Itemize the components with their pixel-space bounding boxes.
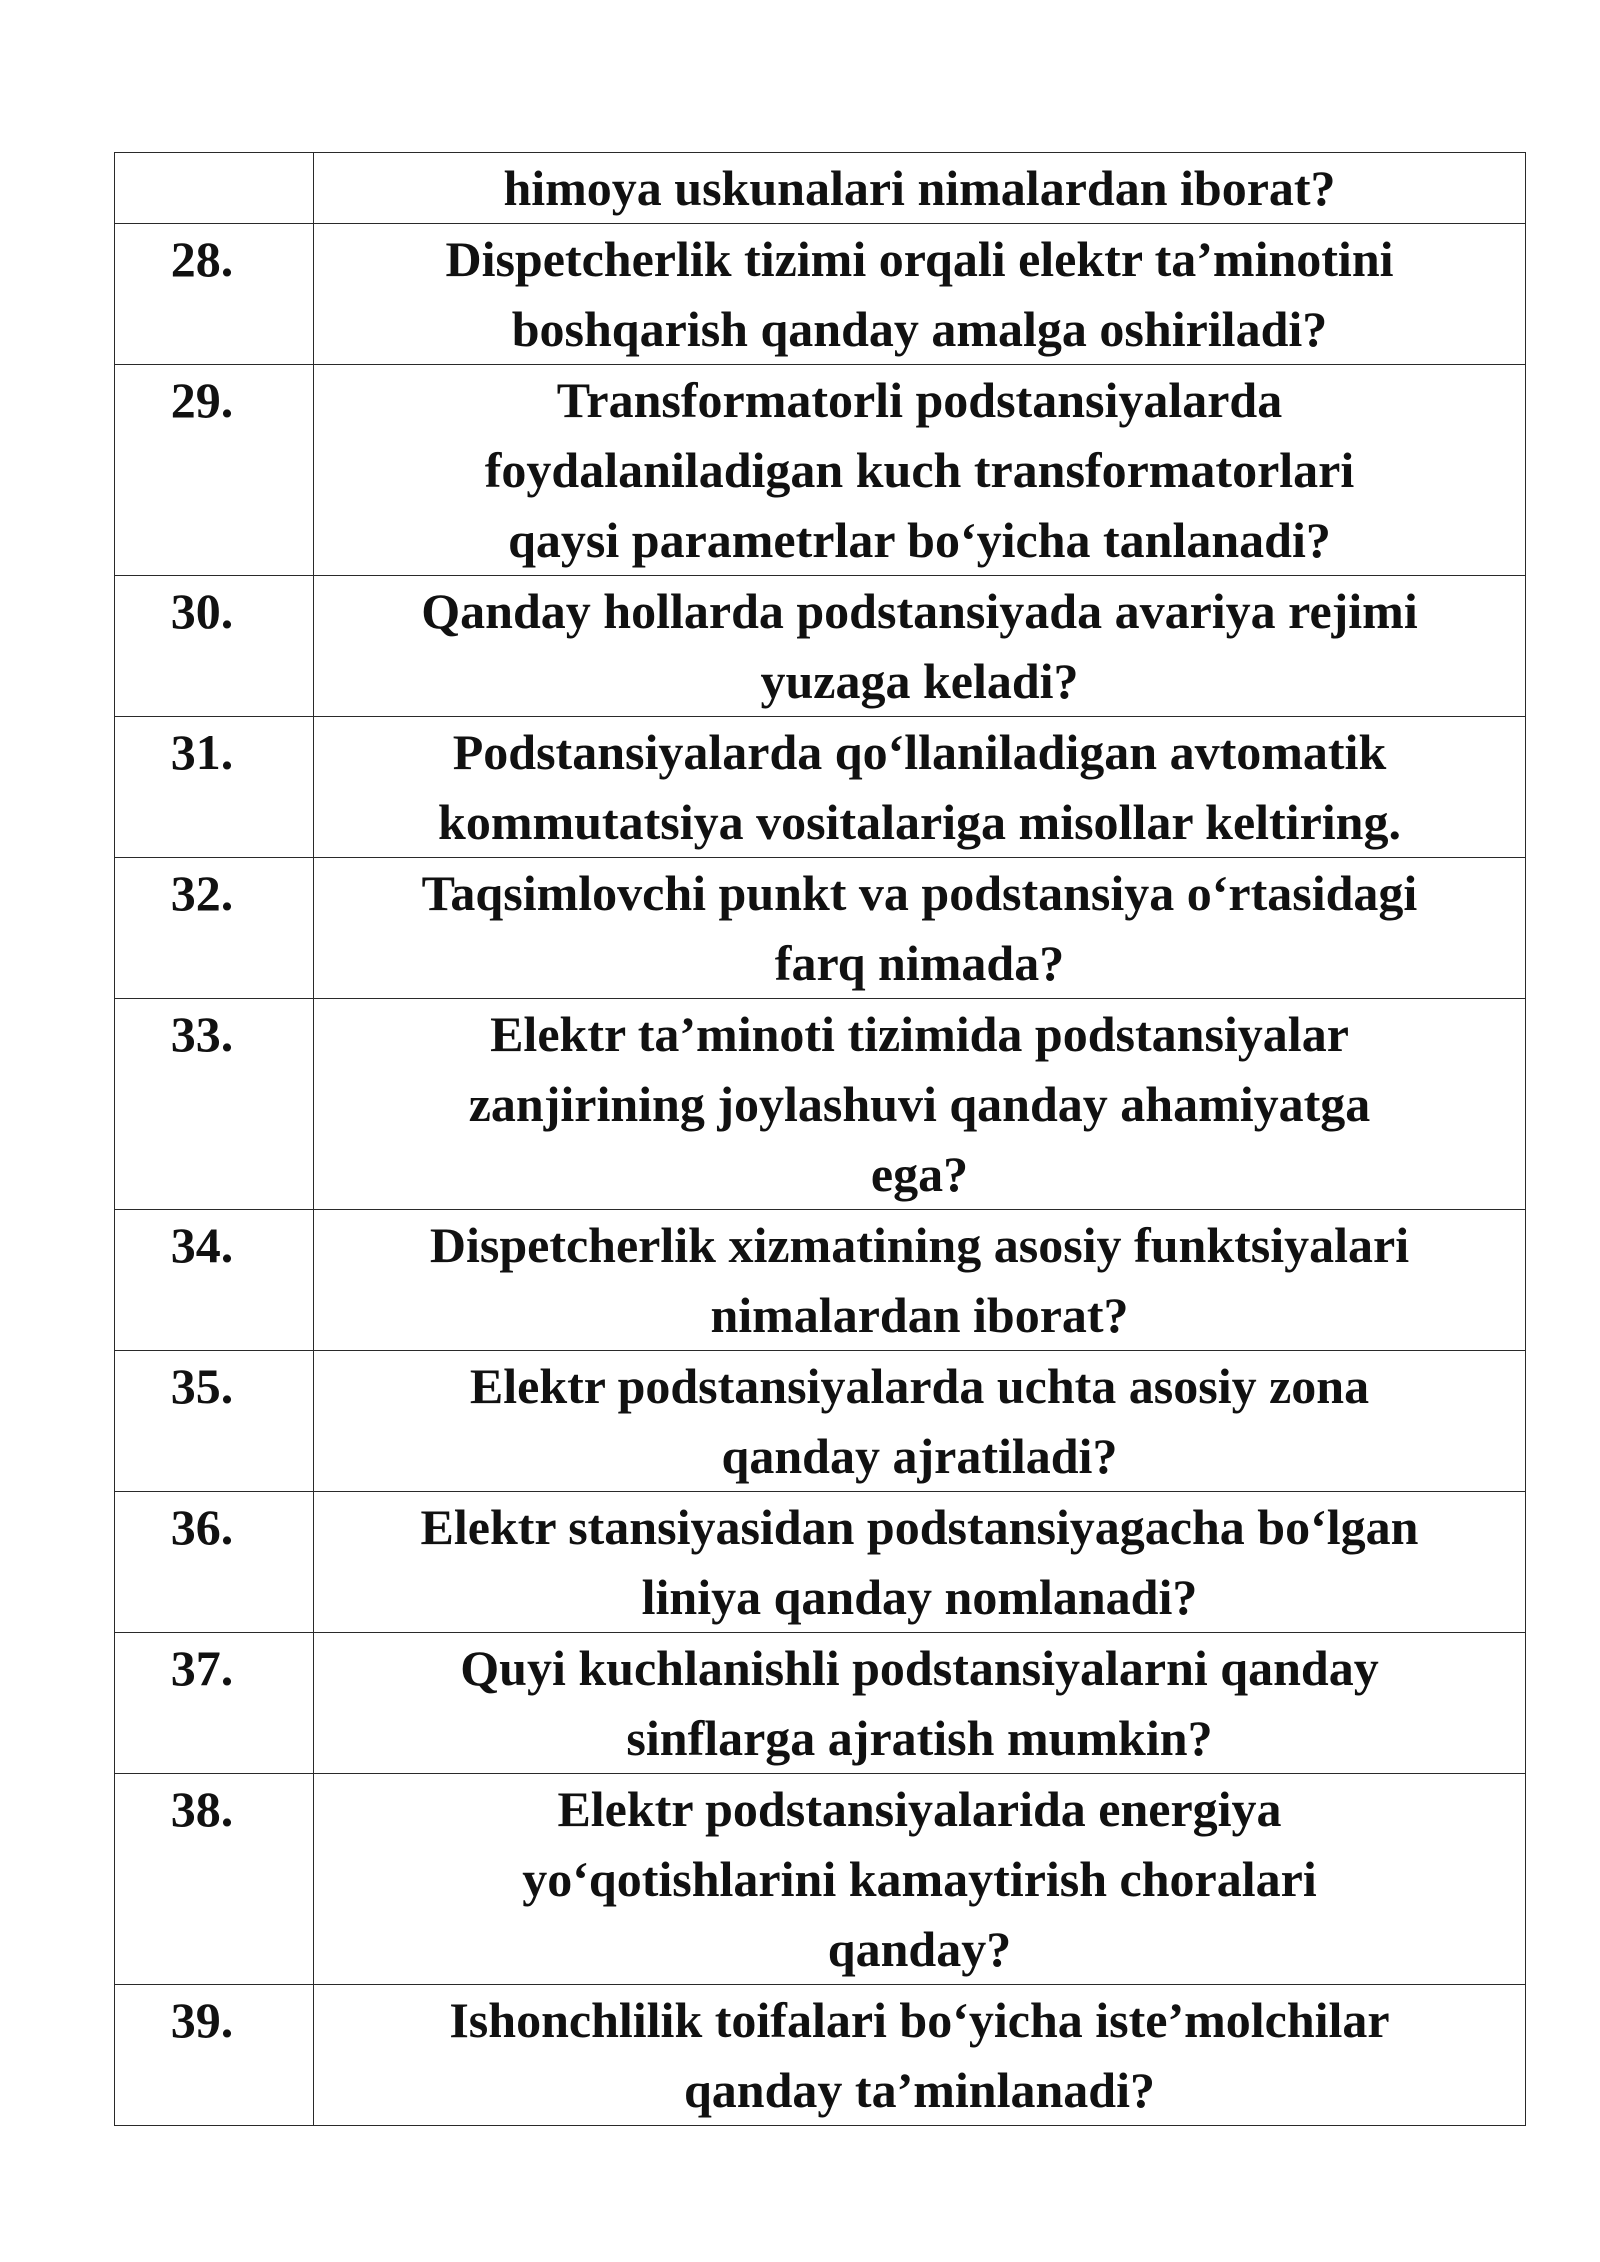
question-number-cell <box>115 153 314 224</box>
question-number-cell <box>115 858 314 999</box>
question-text: Taqsimlovchi punkt va podstansiya o‘rtasidagi farq nimada? <box>421 865 1418 991</box>
question-number: 29. <box>170 372 234 428</box>
question-number: 36. <box>170 1499 234 1555</box>
table-row <box>115 858 1526 999</box>
question-number: 34. <box>170 1217 234 1273</box>
table-row <box>115 717 1526 858</box>
question-text: Dispetcherlik tizimi orqali elektr ta’minotini boshqarish qanday amalga oshiriladi? <box>445 231 1394 357</box>
table-row <box>115 999 1526 1210</box>
question-number: 32. <box>170 865 234 921</box>
question-text: Elektr podstansiyalarida energiya yo‘qotishlarini kamaytirish choralari qanday? <box>522 1781 1317 1977</box>
question-text-cell <box>314 365 1526 576</box>
table-row <box>115 365 1526 576</box>
question-text: himoya uskunalari nimalardan iborat? <box>503 160 1336 216</box>
question-text-cell <box>314 576 1526 717</box>
question-text-cell <box>314 1210 1526 1351</box>
question-text: Elektr ta’minoti tizimida podstansiyalar zanjirining joylashuvi qanday ahamiyatga ega? <box>468 1006 1371 1202</box>
table-row <box>115 1985 1526 2126</box>
table-row <box>115 576 1526 717</box>
question-text: Transformatorli podstansiyalarda foydalaniladigan kuch transformatorlari qaysi parametrlar bo‘yicha tanlanadi? <box>484 372 1355 568</box>
question-number-cell <box>115 999 314 1210</box>
table-row <box>115 224 1526 365</box>
questions-table <box>114 152 1526 2126</box>
question-number-cell <box>115 717 314 858</box>
question-text: Elektr stansiyasidan podstansiyagacha bo‘lgan liniya qanday nomlanadi? <box>420 1499 1419 1625</box>
question-text-cell <box>314 224 1526 365</box>
question-text-cell <box>314 717 1526 858</box>
table-row <box>115 1210 1526 1351</box>
questions-table-body <box>115 153 1526 2126</box>
question-text: Podstansiyalarda qo‘llaniladigan avtomatik kommutatsiya vositalariga misollar keltiring. <box>438 724 1401 850</box>
question-number: 38. <box>170 1781 234 1837</box>
question-number-cell <box>115 1633 314 1774</box>
question-number-cell <box>115 1985 314 2126</box>
question-number-cell <box>115 1351 314 1492</box>
question-number-cell <box>115 1492 314 1633</box>
question-number: 28. <box>170 231 234 287</box>
question-text-cell <box>314 999 1526 1210</box>
question-text: Elektr podstansiyalarda uchta asosiy zona qanday ajratiladi? <box>469 1358 1370 1484</box>
question-number: 33. <box>170 1006 234 1062</box>
table-row <box>115 1633 1526 1774</box>
question-number-cell <box>115 1210 314 1351</box>
question-text-cell <box>314 1633 1526 1774</box>
question-number: 39. <box>170 1992 234 2048</box>
question-text: Qanday hollarda podstansiyada avariya rejimi yuzaga keladi? <box>421 583 1418 709</box>
question-number-cell <box>115 1774 314 1985</box>
question-number: 37. <box>170 1640 234 1696</box>
question-text: Dispetcherlik xizmatining asosiy funktsiyalari nimalardan iborat? <box>429 1217 1410 1343</box>
table-row <box>115 1351 1526 1492</box>
question-text-cell <box>314 153 1526 224</box>
question-number-cell <box>115 365 314 576</box>
question-text-cell <box>314 1985 1526 2126</box>
table-row <box>115 1492 1526 1633</box>
question-text-cell <box>314 1492 1526 1633</box>
question-text: Quyi kuchlanishli podstansiyalarni qanday sinflarga ajratish mumkin? <box>460 1640 1379 1766</box>
question-number-cell <box>115 224 314 365</box>
question-number-cell <box>115 576 314 717</box>
table-row <box>115 153 1526 224</box>
question-text: Ishonchlilik toifalari bo‘yicha iste’molchilar qanday ta’minlanadi? <box>449 1992 1390 2118</box>
question-text-cell <box>314 1774 1526 1985</box>
question-number: 35. <box>170 1358 234 1414</box>
table-row <box>115 1774 1526 1985</box>
question-number: 30. <box>170 583 234 639</box>
question-text-cell <box>314 1351 1526 1492</box>
question-number: 31. <box>170 724 234 780</box>
question-text-cell <box>314 858 1526 999</box>
